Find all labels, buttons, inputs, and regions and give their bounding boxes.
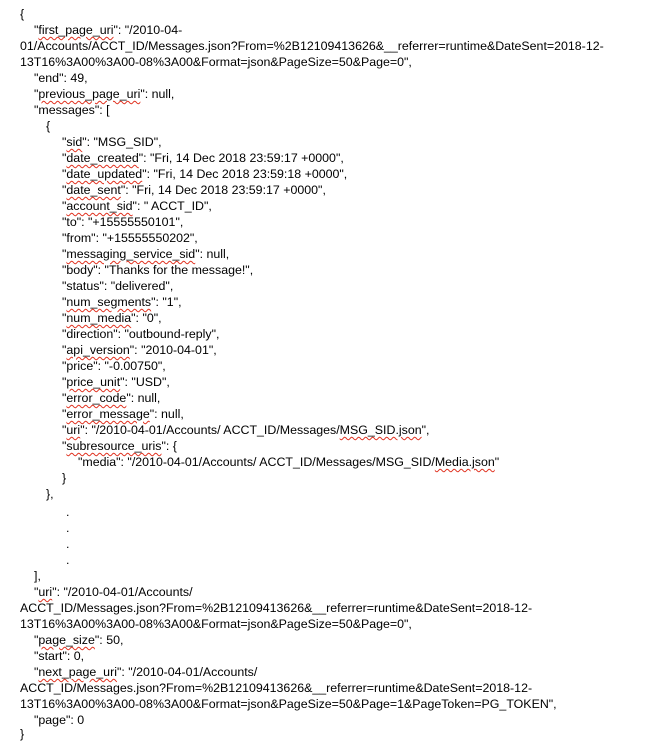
page-size-line: "page_size": 50, [34,633,124,647]
num-segments-line: "num_segments": "1", [62,295,182,309]
media-line: "media": "/2010-04-01/Accounts/ ACCT_ID/Messages/MSG_SID/Media.json" [78,455,500,469]
ellipsis-dot: . [66,553,70,567]
ellipsis-dot: . [66,537,70,551]
date-updated-line: "date_updated": "Fri, 14 Dec 2018 23:59:18 +0000", [62,167,348,181]
next-page-uri-line-2: ACCT_ID/Messages.json?From=%2B12109413626&__referrer=runtime&DateSent=2018-12- [20,681,533,695]
num-media-line: "num_media": "0", [62,311,162,325]
date-created-line: "date_created": "Fri, 14 Dec 2018 23:59:17 +0000", [62,151,344,165]
sid-line: "sid": "MSG_SID", [62,135,162,149]
first-page-uri-line: "first_page_uri": "/2010-04- [34,23,183,37]
date-sent-line: "date_sent": "Fri, 14 Dec 2018 23:59:17 +0000", [62,183,326,197]
api-version-line: "api_version": "2010-04-01", [62,343,217,357]
previous-page-uri-line: "previous_page_uri": null, [34,87,175,101]
error-message-line: "error_message": null, [62,407,184,421]
next-page-uri-line-3: 13T16%3A00%3A00-08%3A00&Format=json&PageSize=50&Page=1&PageToken=PG_TOKEN", [20,697,557,711]
ellipsis-dot: . [66,505,70,519]
messages-close-line: ], [34,569,41,583]
messages-open-line: "messages": [ [34,103,110,117]
uri-top-line: "uri": "/2010-04-01/Accounts/ [34,585,193,599]
body-line: "body": "Thanks for the message!", [62,263,254,277]
uri-line: "uri": "/2010-04-01/Accounts/ ACCT_ID/Messages/MSG_SID.json", [62,423,430,437]
message-object-open: { [46,119,51,133]
open-brace: { [20,7,25,21]
subresource-uris-line: "subresource_uris": { [62,439,177,453]
error-code-line: "error_code": null, [62,391,161,405]
message-object-close: }, [46,487,54,501]
first-page-uri-line-3: 13T16%3A00%3A00-08%3A00&Format=json&PageSize=50&Page=0", [20,55,412,69]
account-sid-line: "account_sid": " ACCT_ID", [62,199,212,213]
status-line: "status": "delivered", [62,279,174,293]
price-unit-line: "price_unit": "USD", [62,375,170,389]
to-line: "to": "+15555550101", [62,215,184,229]
price-line: "price": "-0.00750", [62,359,166,373]
uri-top-line-2: ACCT_ID/Messages.json?From=%2B12109413626&__referrer=runtime&DateSent=2018-12- [20,601,533,615]
uri-top-line-3: 13T16%3A00%3A00-08%3A00&Format=json&PageSize=50&Page=0", [20,617,412,631]
end-line: "end": 49, [34,71,88,85]
first-page-uri-line-2: 01/Accounts/ACCT_ID/Messages.json?From=%2B12109413626&__referrer=runtime&DateSent=2018-12- [20,39,604,53]
messaging-service-sid-line: "messaging_service_sid": null, [62,247,230,261]
subresource-close: } [62,471,67,485]
next-page-uri-line: "next_page_uri": "/2010-04-01/Accounts/ [34,665,258,679]
from-line: "from": "+15555550202", [62,231,198,245]
start-line: "start": 0, [34,649,85,663]
direction-line: "direction": "outbound-reply", [62,327,220,341]
ellipsis-dot: . [66,521,70,535]
page-line: "page": 0 [34,713,85,727]
close-brace: } [20,727,25,741]
